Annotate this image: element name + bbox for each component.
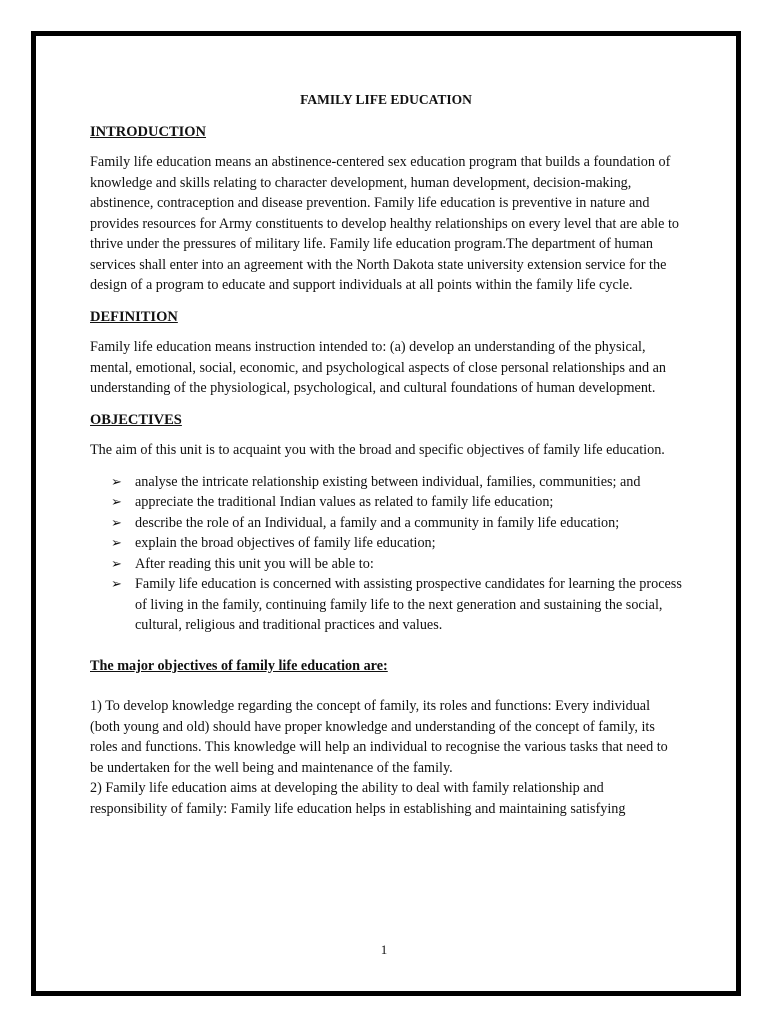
list-item: ➢ analyse the intricate relationship existing between individual, families, communities; and [90,472,682,493]
list-item: ➢ describe the role of an Individual, a family and a community in family life education; [90,513,682,534]
definition-paragraph: Family life education means instruction intended to: (a) develop an understanding of the physical, mental, emotional, social, economic, and psychological aspects of close personal relationships and an understanding of the physiological, psychological, and cultural foundations of human development. [90,339,666,396]
arrowhead-bullet-icon: ➢ [111,555,122,571]
document-title: FAMILY LIFE EDUCATION [300,92,472,107]
page-number: 1 [380,942,388,957]
arrowhead-bullet-icon: ➢ [111,473,122,489]
objectives-list [90,472,682,636]
definition-heading: DEFINITION [90,308,178,325]
arrowhead-bullet-icon: ➢ [111,494,122,509]
arrowhead-bullet-icon: ➢ [111,576,122,591]
objectives-heading: OBJECTIVES [90,411,182,428]
major-objective-item: 2) Family life education aims at developing the ability to deal with family relationship and responsibility of family: Family life education helps in establishing and maintaining satisfying [90,780,626,817]
introduction-paragraph: Family life education means an abstinence-centered sex education program that builds a foundation of knowledge and skills relating to character development, human development, decision-making, abstinence, contraception and disease prevention. Family life education is preventive in nature and provides resources for Army constituents to develop healthy relationships on every level that are able to thrive under the pressures of military life. Family life education program.The department of human services shall enter into an agreement with the North Dakota state university extension service for the design of a program to educate and support individuals at all points within the family life cycle. [90,154,680,293]
list-item: ➢ After reading this unit you will be able to: [90,554,682,575]
arrowhead-bullet-icon: ➢ [111,514,122,530]
objectives-intro: The aim of this unit is to acquaint you with the broad and specific objectives of family life education. [90,442,665,458]
list-item: ➢ explain the broad objectives of family life education; [90,533,682,554]
introduction-heading: INTRODUCTION [90,123,207,140]
major-objectives-list [90,696,682,819]
major-objectives-heading: The major objectives of family life education are: [90,657,388,674]
arrowhead-bullet-icon: ➢ [111,535,122,550]
list-item: ➢ appreciate the traditional Indian values as related to family life education; [90,492,682,513]
document-body [90,90,682,819]
list-item: ➢ Family life education is concerned with assisting prospective candidates for learning the process of living in the family, continuing family life to the next generation and sustaining the social, cultural, religious and traditional practices and values. [111,576,682,633]
major-objective-item: 1) To develop knowledge regarding the concept of family, its roles and functions: Every individual (both young and old) should have proper knowledge and understanding of the concept of family, its roles and functions. This knowledge will help an individual to recognise the various tasks that need to be undertaken for the well being and maintenance of the family. [90,698,668,776]
